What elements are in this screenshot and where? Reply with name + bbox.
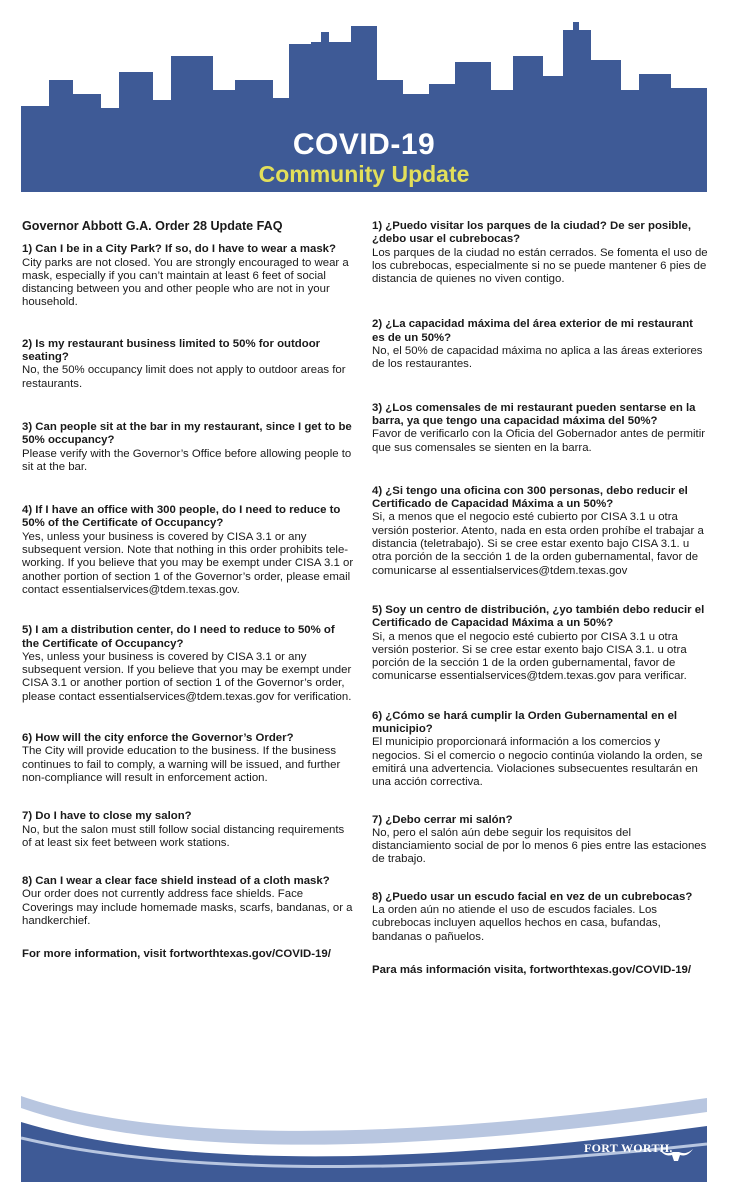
faq-item xyxy=(372,485,708,578)
faq-answer: Our order does not currently address face shields. Face Coverings may include homemade masks, scarfs, bandanas, or a handkerchief. xyxy=(22,888,353,927)
faq-item xyxy=(22,421,354,474)
faq-item xyxy=(372,814,708,867)
faq-item xyxy=(22,732,354,785)
faq-question: 1) ¿Puedo visitar los parques de la ciudad? De ser posible, ¿debo usar el cubrebocas? xyxy=(372,220,692,246)
faq-heading: Governor Abbott G.A. Order 28 Update FAQ xyxy=(22,219,283,233)
faq-question: 5) Soy un centro de distribución, ¿yo también debo reducir el Certificado de Capacidad Máxima a un 50%? xyxy=(372,603,705,630)
faq-answer: Favor de verificarlo con la Oficia del Gobernador antes de permitir que sus comensales se sienten en la barra. xyxy=(372,428,706,454)
faq-question: 6) ¿Cómo se hará cumplir la Orden Gubernamental en el municipio? xyxy=(372,709,678,736)
faq-item xyxy=(22,338,354,391)
header-subtitle: Community Update xyxy=(258,161,470,187)
faq-question: 7) ¿Debo cerrar mi salón? xyxy=(372,813,513,826)
header-banner xyxy=(21,20,707,192)
faq-answer: Yes, unless your business is covered by CISA 3.1 or any subsequent version. If you believe that you may be exempt under CISA 3.1 or another portion of section 1 of the Governor’s order, please contact essentialservices@tdem.texas.gov for verification. xyxy=(22,650,352,703)
faq-question: 3) Can people sit at the bar in my restaurant, since I get to be 50% occupancy? xyxy=(22,420,352,447)
faq-question: 7) Do I have to close my salon? xyxy=(22,810,192,823)
faq-item xyxy=(22,504,354,597)
faq-item xyxy=(22,810,354,850)
faq-item xyxy=(372,891,708,944)
faq-question: 1) Can I be in a City Park? If so, do I have to wear a mask? xyxy=(22,243,336,256)
faq-question: 3) ¿Los comensales de mi restaurant pueden sentarse en la barra, ya que tengo una capacidad máxima del 50%? xyxy=(372,401,696,427)
faq-question: 2) ¿La capacidad máxima del área exterior de mi restaurant es de un 50%? xyxy=(372,318,693,344)
faq-question: 5) I am a distribution center, do I need to reduce to 50% of the Certificate of Occupancy? xyxy=(22,624,335,650)
fort-worth-logo: FORT WORTH. xyxy=(584,1141,673,1155)
faq-question: 2) Is my restaurant business limited to 50% for outdoor seating? xyxy=(22,337,321,364)
faq-item xyxy=(22,243,354,309)
faq-answer: The City will provide education to the business. If the business continues to fail to comply, a warning will be issued, and further non-compliance will result in enforcement action. xyxy=(22,745,341,784)
faq-item xyxy=(372,604,708,684)
faq-question: 8) ¿Puedo usar un escudo facial en vez de un cubrebocas? xyxy=(372,890,693,903)
more-info-link[interactable]: For more information, visit fortworthtexas.gov/COVID-19/ xyxy=(22,948,331,961)
faq-item xyxy=(372,318,708,371)
faq-answer: Los parques de la ciudad no están cerrados. Se fomenta el uso de los cubrebocas, especialmente si no se puede mantener 6 pies de distancia de quienes no viven contigo. xyxy=(372,246,708,286)
faq-answer: No, but the salon must still follow social distancing requirements of at least six feet between work stations. xyxy=(22,823,345,849)
faq-answer: Si, a menos que el negocio esté cubierto por CISA 3.1 u otra versión posterior. Atento, nada en esta orden prohíbe el trabajar a distancia (teletrabajo). Si se cree estar exento bajo CISA 3.1. u otra porción de la sección 1 de la orden gubernamental, favor de comunicarse al essentialservices@tdem.texas.gov xyxy=(372,511,704,577)
faq-question: 4) If I have an office with 300 people, do I need to reduce to 50% of the Certificate of Occupancy? xyxy=(22,504,341,530)
more-info-link-es[interactable]: Para más información visita, fortworthtexas.gov/COVID-19/ xyxy=(372,963,692,976)
faq-answer: Please verify with the Governor’s Office before allowing people to sit at the bar. xyxy=(22,447,352,473)
footer-wave-graphic xyxy=(21,1078,707,1182)
faq-item xyxy=(22,624,354,704)
faq-item xyxy=(22,875,354,928)
header-title: COVID-19 xyxy=(292,128,436,161)
faq-item xyxy=(372,402,708,455)
faq-answer: La orden aún no atiende el uso de escudos faciales. Los cubrebocas incluyen aquellos hechos en casa, bufandas, bandanas o pañuelos. xyxy=(372,903,661,943)
faq-question: 6) How will the city enforce the Governor’s Order? xyxy=(22,732,294,745)
faq-question: 4) ¿Si tengo una oficina con 300 personas, debo reducir el Certificado de Capacidad Máxima a un 50%? xyxy=(372,484,688,511)
faq-answer: City parks are not closed. You are strongly encouraged to wear a mask, especially if you can’t maintain at least 6 feet of social distancing between you and other people who are not in your household. xyxy=(22,256,349,309)
faq-item xyxy=(372,710,708,790)
faq-answer: No, pero el salón aún debe seguir los requisitos del distanciamiento social de por lo menos 6 pies entre las estaciones de trabajo. xyxy=(372,826,707,866)
faq-answer: No, the 50% occupancy limit does not apply to outdoor areas for restaurants. xyxy=(22,364,346,390)
english-faq-column xyxy=(22,220,354,962)
longhorn-icon xyxy=(658,1146,694,1162)
faq-answer: Yes, unless your business is covered by CISA 3.1 or any subsequent version. Note that nothing in this order prohibits tele-working. If you believe that you may be exempt under CISA 3.1 or another portion of section 1 of the Governor’s order, please email contact essentialservices@tdem.texas.gov. xyxy=(22,530,354,596)
faq-answer: Si, a menos que el negocio esté cubierto por CISA 3.1 u otra versión posterior. Si se cree estar exento bajo CISA 3.1. u otra porción de la sección 1 de la orden gubernamental, favor de comunicarse essentialservices@tdem.texas.gov para verificar. xyxy=(372,630,687,683)
faq-item xyxy=(372,220,708,286)
faq-answer: No, el 50% de capacidad máxima no aplica a las áreas exteriores de los restaurantes. xyxy=(372,345,703,371)
faq-question: 8) Can I wear a clear face shield instead of a cloth mask? xyxy=(22,875,330,888)
faq-answer: El municipio proporcionará información a los comercios y negocios. Si el comercio o negocio continúa violando la orden, se emitirá una advertencia. Violaciones subsecuentes resultarán en una acción correctiva. xyxy=(372,736,703,789)
spanish-faq-column xyxy=(372,220,708,977)
